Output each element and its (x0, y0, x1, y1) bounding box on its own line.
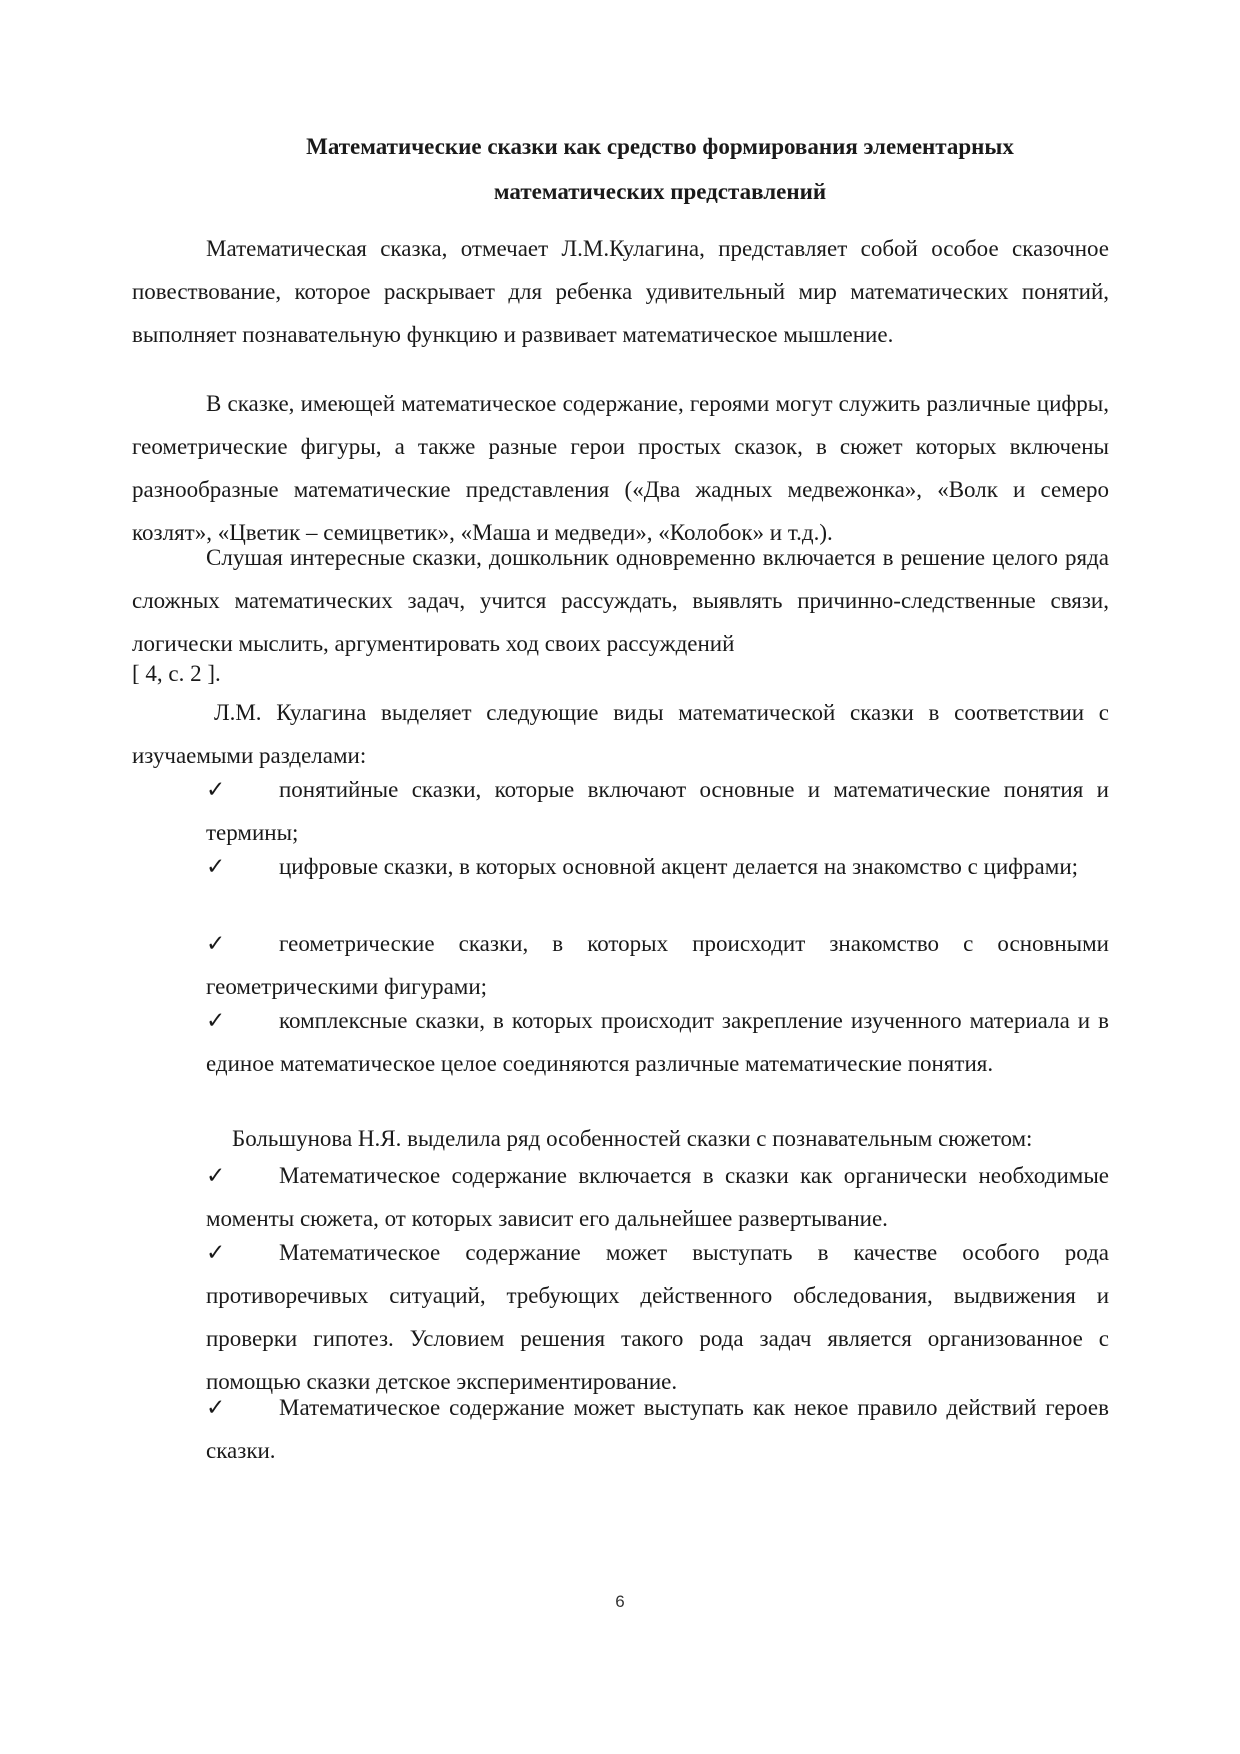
page-number: 6 (615, 1592, 625, 1611)
paragraph-listening-tales (132, 536, 1109, 665)
checkmark-icon: ✓ (206, 777, 226, 802)
checkmark-icon: ✓ (206, 1163, 226, 1188)
list-item-text: Математическое содержание может выступать в качестве особого рода противоречивых ситуаций, требующих действенного обследования, выдвижения и проверки гипотез. Условием решения такого рода задач является организованное с помощью сказки детское экспериментирование. (206, 1240, 1109, 1394)
list-item-text: цифровые сказки, в которых основной акцент делается на знакомство с цифрами; (279, 854, 1079, 879)
list-item-text: комплексные сказки, в которых происходит закрепление изученного материала и в единое математическое целое соединяются различные математические понятия. (206, 1008, 1109, 1076)
list-item-text: Математическое содержание включается в сказки как органически необходимые моменты сюжета, от которых зависит его дальнейшее развертывание. (206, 1163, 1109, 1231)
paragraph-math-tale-definition: Математическая сказка, отмечает Л.М.Кулагина, представляет собой особое сказочное повествование, которое раскрывает для ребенка удивительный мир математических понятий, выполняет познавательную функцию и развивает математическое мышление. (132, 236, 1109, 347)
paragraph-listening-text: Слушая интересные сказки, дошкольник одновременно включается в решение целого ряда сложных математических задач, учится рассуждать, выявлять причинно-следственные связи, логически мыслить, аргументировать ход своих рассуждений (132, 545, 1109, 656)
document-title (200, 124, 1120, 214)
list-item-text: Математическое содержание может выступать как некое правило действий героев сказки. (206, 1395, 1109, 1463)
checkmark-icon: ✓ (206, 1395, 226, 1420)
list-item-conceptual-tales (206, 768, 1109, 854)
list-item-text: понятийные сказки, которые включают основные и математические понятия и термины; (206, 777, 1109, 845)
title-line-2: математических представлений (493, 179, 827, 204)
title-line-1: Математические сказки как средство формирования элементарных (306, 134, 1014, 159)
checkmark-icon: ✓ (206, 931, 226, 956)
paragraph-bolshunova-intro: Большунова Н.Я. выделила ряд особенностей сказки с познавательным сюжетом: (232, 1126, 1033, 1151)
list-item-geometric-tales (206, 922, 1109, 1008)
list-item-complex-tales (206, 999, 1109, 1085)
list-item-text: геометрические сказки, в которых происходит знакомство с основными геометрическими фигурами; (206, 931, 1109, 999)
checkmark-icon: ✓ (206, 854, 226, 879)
list-item-action-rules (206, 1386, 1109, 1472)
checkmark-icon: ✓ (206, 1240, 226, 1265)
paragraph-tale-heroes: В сказке, имеющей математическое содержание, героями могут служить различные цифры, геометрические фигуры, а также разные герои простых сказок, в сюжет которых включены разнообразные математические представления («Два жадных медвежонка», «Волк и семеро козлят», «Цветик – семицветик», «Маша и медведи», «Колобок» и т.д.). (132, 391, 1109, 545)
citation-reference: [ 4, с. 2 ]. (132, 661, 221, 686)
list-item-contradictory-situations (206, 1231, 1109, 1403)
checkmark-icon: ✓ (206, 1008, 226, 1033)
list-item-plot-moments (206, 1154, 1109, 1240)
list-item-digital-tales (206, 845, 1109, 888)
paragraph-kulagina-types: Л.М. Кулагина выделяет следующие виды математической сказки в соответствии с изучаемыми разделами: (132, 700, 1109, 768)
